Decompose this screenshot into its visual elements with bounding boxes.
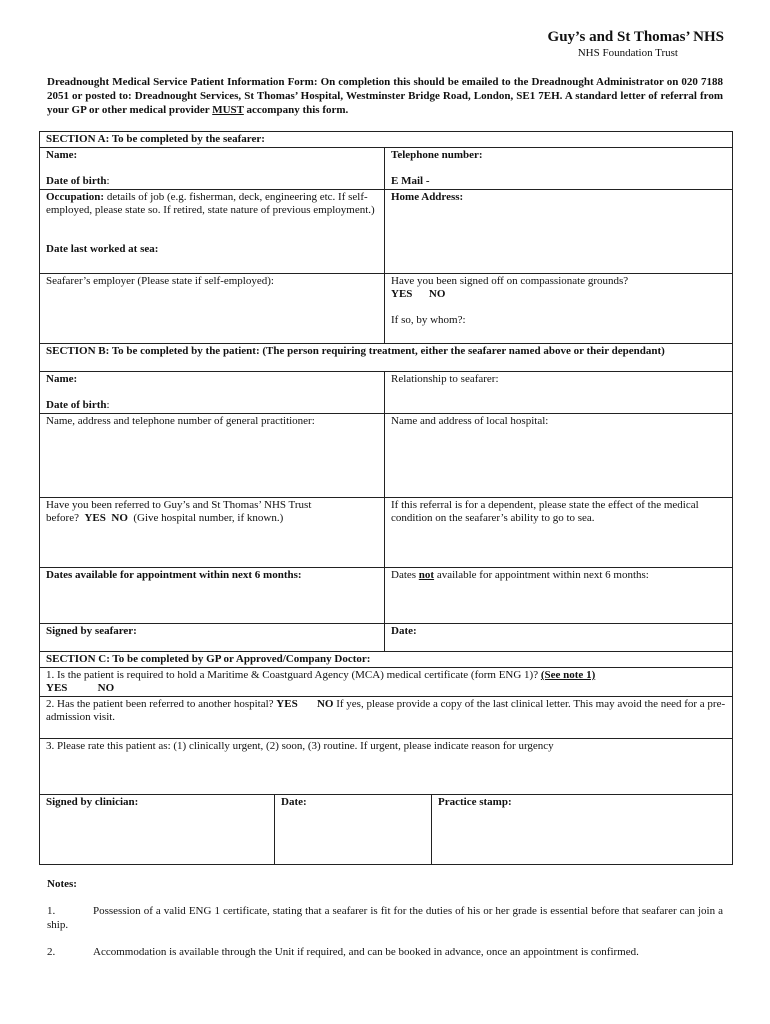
seafarer-name-field[interactable] [40, 148, 385, 190]
local-hospital-field[interactable] [385, 414, 733, 498]
home-address-field[interactable] [385, 190, 733, 274]
eng1-yes[interactable]: YES [46, 682, 68, 694]
intro-part1: Dreadnought Medical Service Patient Information Form: On completion this should be emailed to the Dreadnought Administrator on 020 7188 2051 or posted to: Dreadnought Services, St Thomas’ Hospital, Westminster Bridge Road, London, SE1 7EH. A standard letter of referral from your GP or other medical provider [47, 76, 723, 116]
referred-before-q1: Have you been referred to Guy’s and St Thomas’ NHS Trust before? [46, 499, 312, 524]
seafarer-email-label: E Mail - [391, 175, 430, 187]
section-a-title: SECTION A: To be completed by the seafarer: [40, 132, 733, 148]
occupation-field[interactable] [40, 190, 385, 274]
note-2-text: Accommodation is available through the Unit if required, and can be booked in advance, once an appointment is confirmed. [93, 946, 639, 958]
employer-label: Seafarer’s employer (Please state if self-employed): [46, 275, 274, 287]
dates-not-post: available for appointment within next 6 months: [434, 569, 649, 581]
referral-form-table [39, 131, 733, 865]
date-last-worked-label: Date last worked at sea: [46, 243, 159, 255]
clinician-date-field[interactable] [275, 795, 432, 865]
org-sub: NHS Foundation Trust [577, 47, 678, 59]
seafarer-phone-field[interactable] [385, 148, 733, 190]
other-hospital-post: If yes, please provide a copy of the last clinical letter. This may avoid the need for a pre-admission visit. [46, 698, 726, 723]
signed-off-field[interactable] [385, 274, 733, 344]
referred-before-yes[interactable]: YES [84, 512, 106, 524]
other-hospital-field[interactable] [40, 697, 733, 739]
patient-dob-label: Date of birth [46, 399, 107, 411]
signed-clinician-field[interactable] [40, 795, 275, 865]
signed-off-no[interactable]: NO [428, 288, 446, 300]
home-address-label: Home Address: [391, 191, 464, 203]
gp-details-field[interactable] [40, 414, 385, 498]
signed-off-question: Have you been signed off on compassionate grounds? [391, 275, 629, 287]
urgency-question: 3. Please rate this patient as: (1) clinically urgent, (2) soon, (3) routine. If urgent, please indicate reason for urgency [46, 740, 554, 752]
referred-before-q2: (Give hospital number, if known.) [133, 512, 284, 524]
eng1-no[interactable]: NO [97, 682, 115, 694]
urgency-field[interactable] [40, 739, 733, 795]
dates-not-pre: Dates [391, 569, 419, 581]
signed-seafarer-field[interactable] [40, 624, 385, 652]
notes-section [47, 877, 723, 972]
note-2-number: 2. [47, 946, 56, 958]
occupation-text: details of job (e.g. fisherman, deck, engineering etc. If self-employed, please state so. If retired, state nature of previous employment.) [46, 191, 375, 216]
seafarer-date-field[interactable] [385, 624, 733, 652]
practice-stamp-field[interactable] [432, 795, 733, 865]
seafarer-date-label: Date: [391, 625, 417, 637]
seafarer-dob-label: Date of birth [46, 175, 107, 187]
org-header [548, 28, 724, 60]
employer-field[interactable] [40, 274, 385, 344]
gp-details-label: Name, address and telephone number of general practitioner: [46, 415, 315, 427]
seafarer-phone-label: Telephone number: [391, 149, 483, 161]
dependent-effect-label: If this referral is for a dependent, please state the effect of the medical condition on the seafarer’s ability to go to sea. [391, 499, 699, 524]
intro-text [47, 75, 723, 117]
referred-before-no[interactable]: NO [111, 512, 128, 524]
note-1-number: 1. [47, 905, 56, 917]
dates-available-label: Dates available for appointment within next 6 months: [46, 569, 302, 581]
section-b-title: SECTION B: To be completed by the patient: (The person requiring treatment, either the seafarer named above or their dependant) [40, 344, 733, 372]
signed-off-yes[interactable]: YES [391, 288, 413, 300]
note-1-text: Possession of a valid ENG 1 certificate, stating that a seafarer is fit for the duties of his or her grade is essential before that seafarer can join a ship. [47, 905, 723, 931]
practice-stamp-label: Practice stamp: [438, 796, 512, 808]
referred-before-field[interactable] [40, 498, 385, 568]
by-whom-label: If so, by whom?: [391, 314, 466, 326]
occupation-label: Occupation: [46, 191, 105, 203]
patient-dob-colon: : [106, 399, 110, 411]
clinician-date-label: Date: [281, 796, 307, 808]
dates-available-field[interactable] [40, 568, 385, 624]
dates-not-available-field[interactable] [385, 568, 733, 624]
intro-must: MUST [212, 104, 244, 116]
seafarer-name-label: Name: [46, 149, 78, 161]
dates-not-emphasis: not [418, 569, 435, 581]
local-hospital-label: Name and address of local hospital: [391, 415, 549, 427]
other-hospital-yes[interactable]: YES [276, 698, 298, 710]
relationship-label: Relationship to seafarer: [391, 373, 499, 385]
patient-name-field[interactable] [40, 372, 385, 414]
dependent-effect-field[interactable] [385, 498, 733, 568]
patient-name-label: Name: [46, 373, 78, 385]
signed-clinician-label: Signed by clinician: [46, 796, 139, 808]
relationship-field[interactable] [385, 372, 733, 414]
notes-title: Notes: [47, 878, 77, 890]
signed-seafarer-label: Signed by seafarer: [46, 625, 137, 637]
see-note-1-link[interactable]: (See note 1) [540, 669, 596, 681]
eng1-question: 1. Is the patient is required to hold a Maritime & Coastguard Agency (MCA) medical certificate (form ENG 1)? [46, 669, 541, 681]
seafarer-dob-colon: : [106, 175, 110, 187]
other-hospital-pre: 2. Has the patient been referred to another hospital? [46, 698, 277, 710]
other-hospital-no[interactable]: NO [316, 698, 334, 710]
section-c-title: SECTION C: To be completed by GP or Approved/Company Doctor: [40, 652, 733, 668]
eng1-question-field[interactable] [40, 668, 733, 697]
note-1 [47, 904, 723, 932]
note-2 [47, 945, 723, 959]
intro-part2: accompany this form. [243, 104, 349, 116]
org-name: Guy’s and St Thomas’ NHS [547, 29, 724, 45]
